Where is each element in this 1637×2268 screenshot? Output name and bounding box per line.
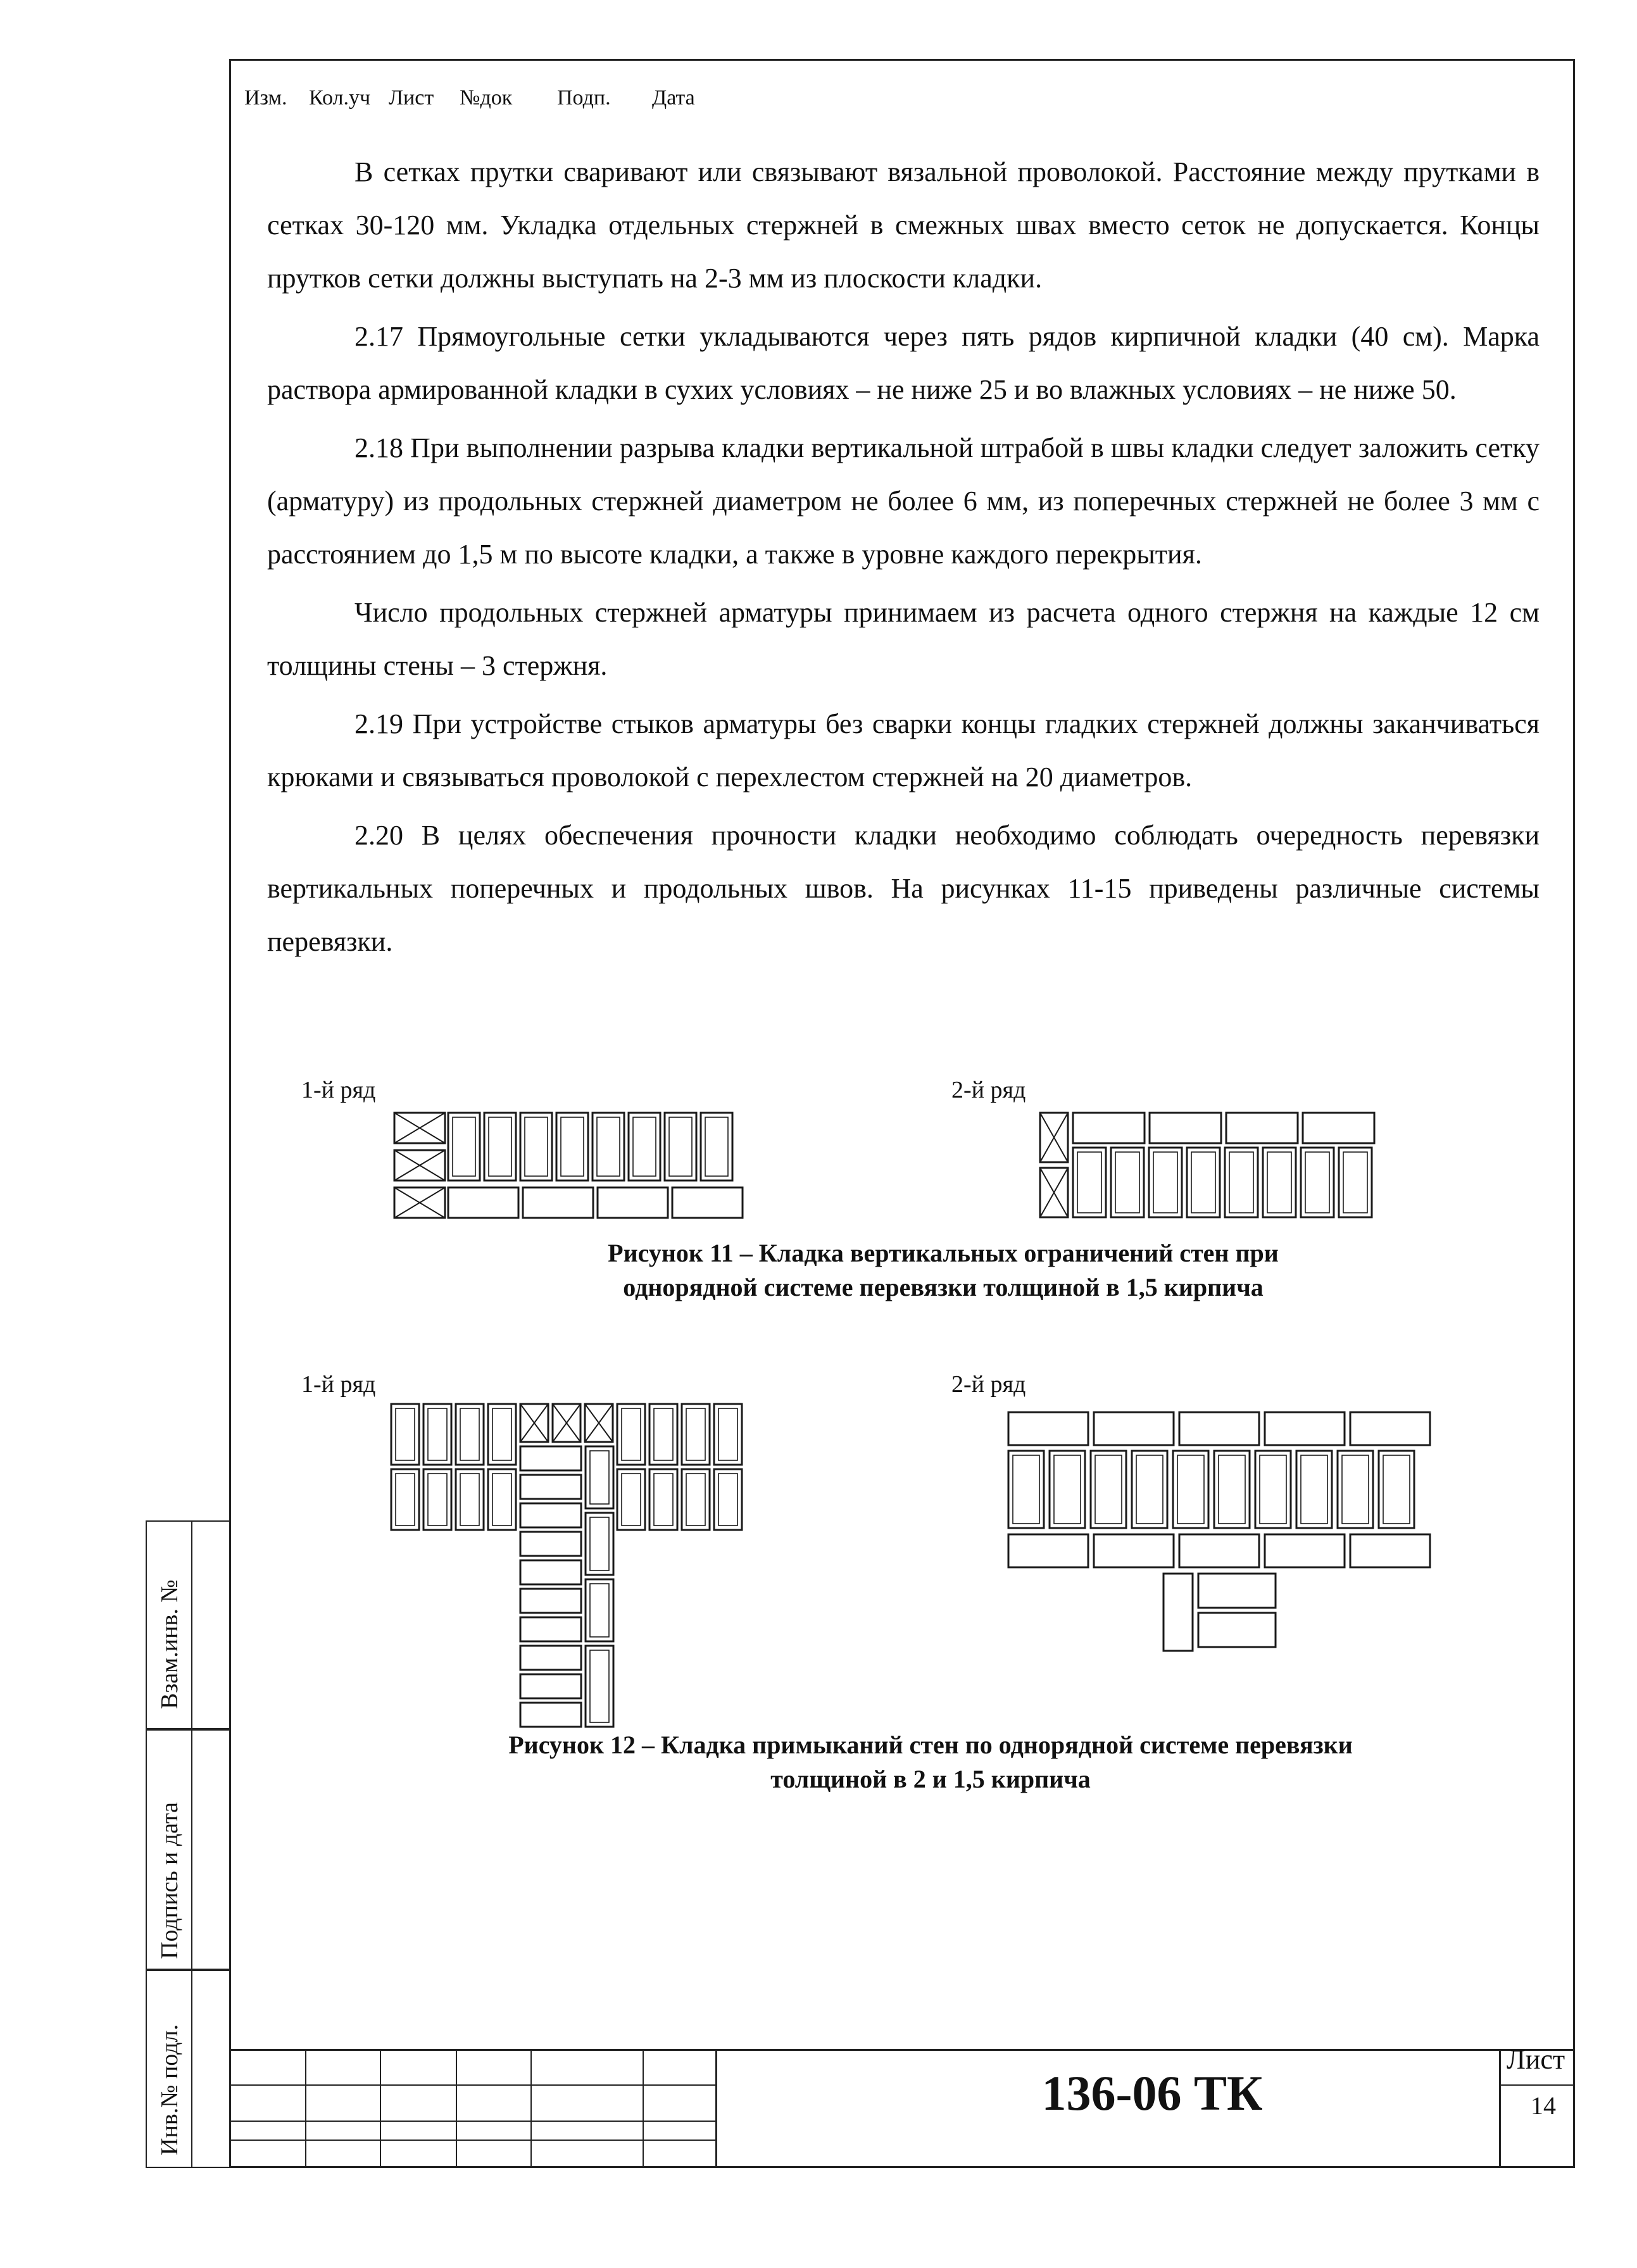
sidebar-label-inv: Инв.№ подл.: [156, 2024, 183, 2155]
title-block-col-ndok: №док: [460, 86, 513, 110]
title-block-col-list: Лист: [389, 86, 434, 110]
crossed-brick: [394, 1150, 445, 1181]
paragraph-5: 2.19 При устройстве стыков арматуры без сварки концы гладких стержней должны заканчиваться крюками и связываться проволокой с перехлестом стержней на 20 диаметров.: [267, 708, 1540, 793]
sidebar-label-vzam: Взам.инв. №: [156, 1579, 183, 1709]
crossed-brick: [394, 1187, 445, 1218]
sheet-number: 14: [1531, 2091, 1556, 2120]
fig12-caption: [329, 1728, 1532, 1796]
document-code: 136-06 ТК: [1041, 2065, 1263, 2121]
fig12-row1-diagram: [389, 1402, 756, 1731]
crossed-brick: [1040, 1168, 1068, 1217]
fig12-row1-label: 1-й ряд: [301, 1371, 376, 1398]
fig11-row1-diagram: [392, 1111, 747, 1225]
title-block-col-kolvo: Кол.уч: [309, 86, 371, 110]
crossed-brick: [520, 1404, 548, 1442]
fig12-caption-line2: толщиной в 2 и 1,5 кирпича: [770, 1765, 1091, 1793]
fig11-row2-diagram: [1038, 1111, 1393, 1225]
paragraph-1: В сетках прутки сваривают или связывают вязальной проволокой. Расстояние между прутками в сетках 30-120 мм. Укладка отдельных стержней в смежных швах вместо сеток не допускается. Концы прутков сетки должны выступать на 2-3 мм из плоскости кладки.: [267, 156, 1540, 294]
crossed-brick: [553, 1404, 580, 1442]
fig11-caption-line1: Рисунок 11 – Кладка вертикальных ограничений стен при: [608, 1239, 1279, 1267]
crossed-brick: [585, 1404, 613, 1442]
fig11-row1-label: 1-й ряд: [301, 1077, 376, 1103]
title-block-col-data: Дата: [652, 86, 695, 110]
sheet-label: Лист: [1507, 2044, 1565, 2075]
crossed-brick: [394, 1113, 445, 1143]
crossed-brick: [1040, 1113, 1068, 1162]
paragraph-6: 2.20 В целях обеспечения прочности кладки необходимо соблюдать очередность перевязки вертикальных поперечных и продольных швов. На рисунках 11-15 приведены различные системы перевязки.: [267, 820, 1540, 957]
sidebar-label-podpis: Подпись и дата: [156, 1801, 183, 1959]
paragraph-4: Число продольных стержней арматуры принимаем из расчета одного стержня на каждые 12 см толщины стены – 3 стержня.: [267, 597, 1540, 681]
fig12-caption-line1: Рисунок 12 – Кладка примыканий стен по однорядной системе перевязки: [508, 1731, 1353, 1759]
fig11-caption-line2: однорядной системе перевязки толщиной в 1,5 кирпича: [623, 1273, 1264, 1301]
fig12-row2-label: 2-й ряд: [951, 1371, 1026, 1398]
fig12-row2-diagram: [1007, 1410, 1437, 1676]
fig11-caption: [443, 1236, 1443, 1305]
fig11-row2-label: 2-й ряд: [951, 1077, 1026, 1103]
title-block-col-izm: Изм.: [244, 86, 287, 110]
paragraph-2: 2.17 Прямоугольные сетки укладываются через пять рядов кирпичной кладки (40 см). Марка раствора армированной кладки в сухих условиях – не ниже 25 и во влажных условиях – не ниже 50.: [267, 321, 1540, 405]
paragraph-3: 2.18 При выполнении разрыва кладки вертикальной штрабой в швы кладки следует заложить сетку (арматуру) из продольных стержней диаметром не более 6 мм, из поперечных стержней не более 3 мм с расстоянием до 1,5 м по высоте кладки, а также в уровне каждого перекрытия.: [267, 432, 1540, 570]
title-block-col-podp: Подп.: [557, 86, 611, 110]
body-text: [267, 146, 1540, 974]
